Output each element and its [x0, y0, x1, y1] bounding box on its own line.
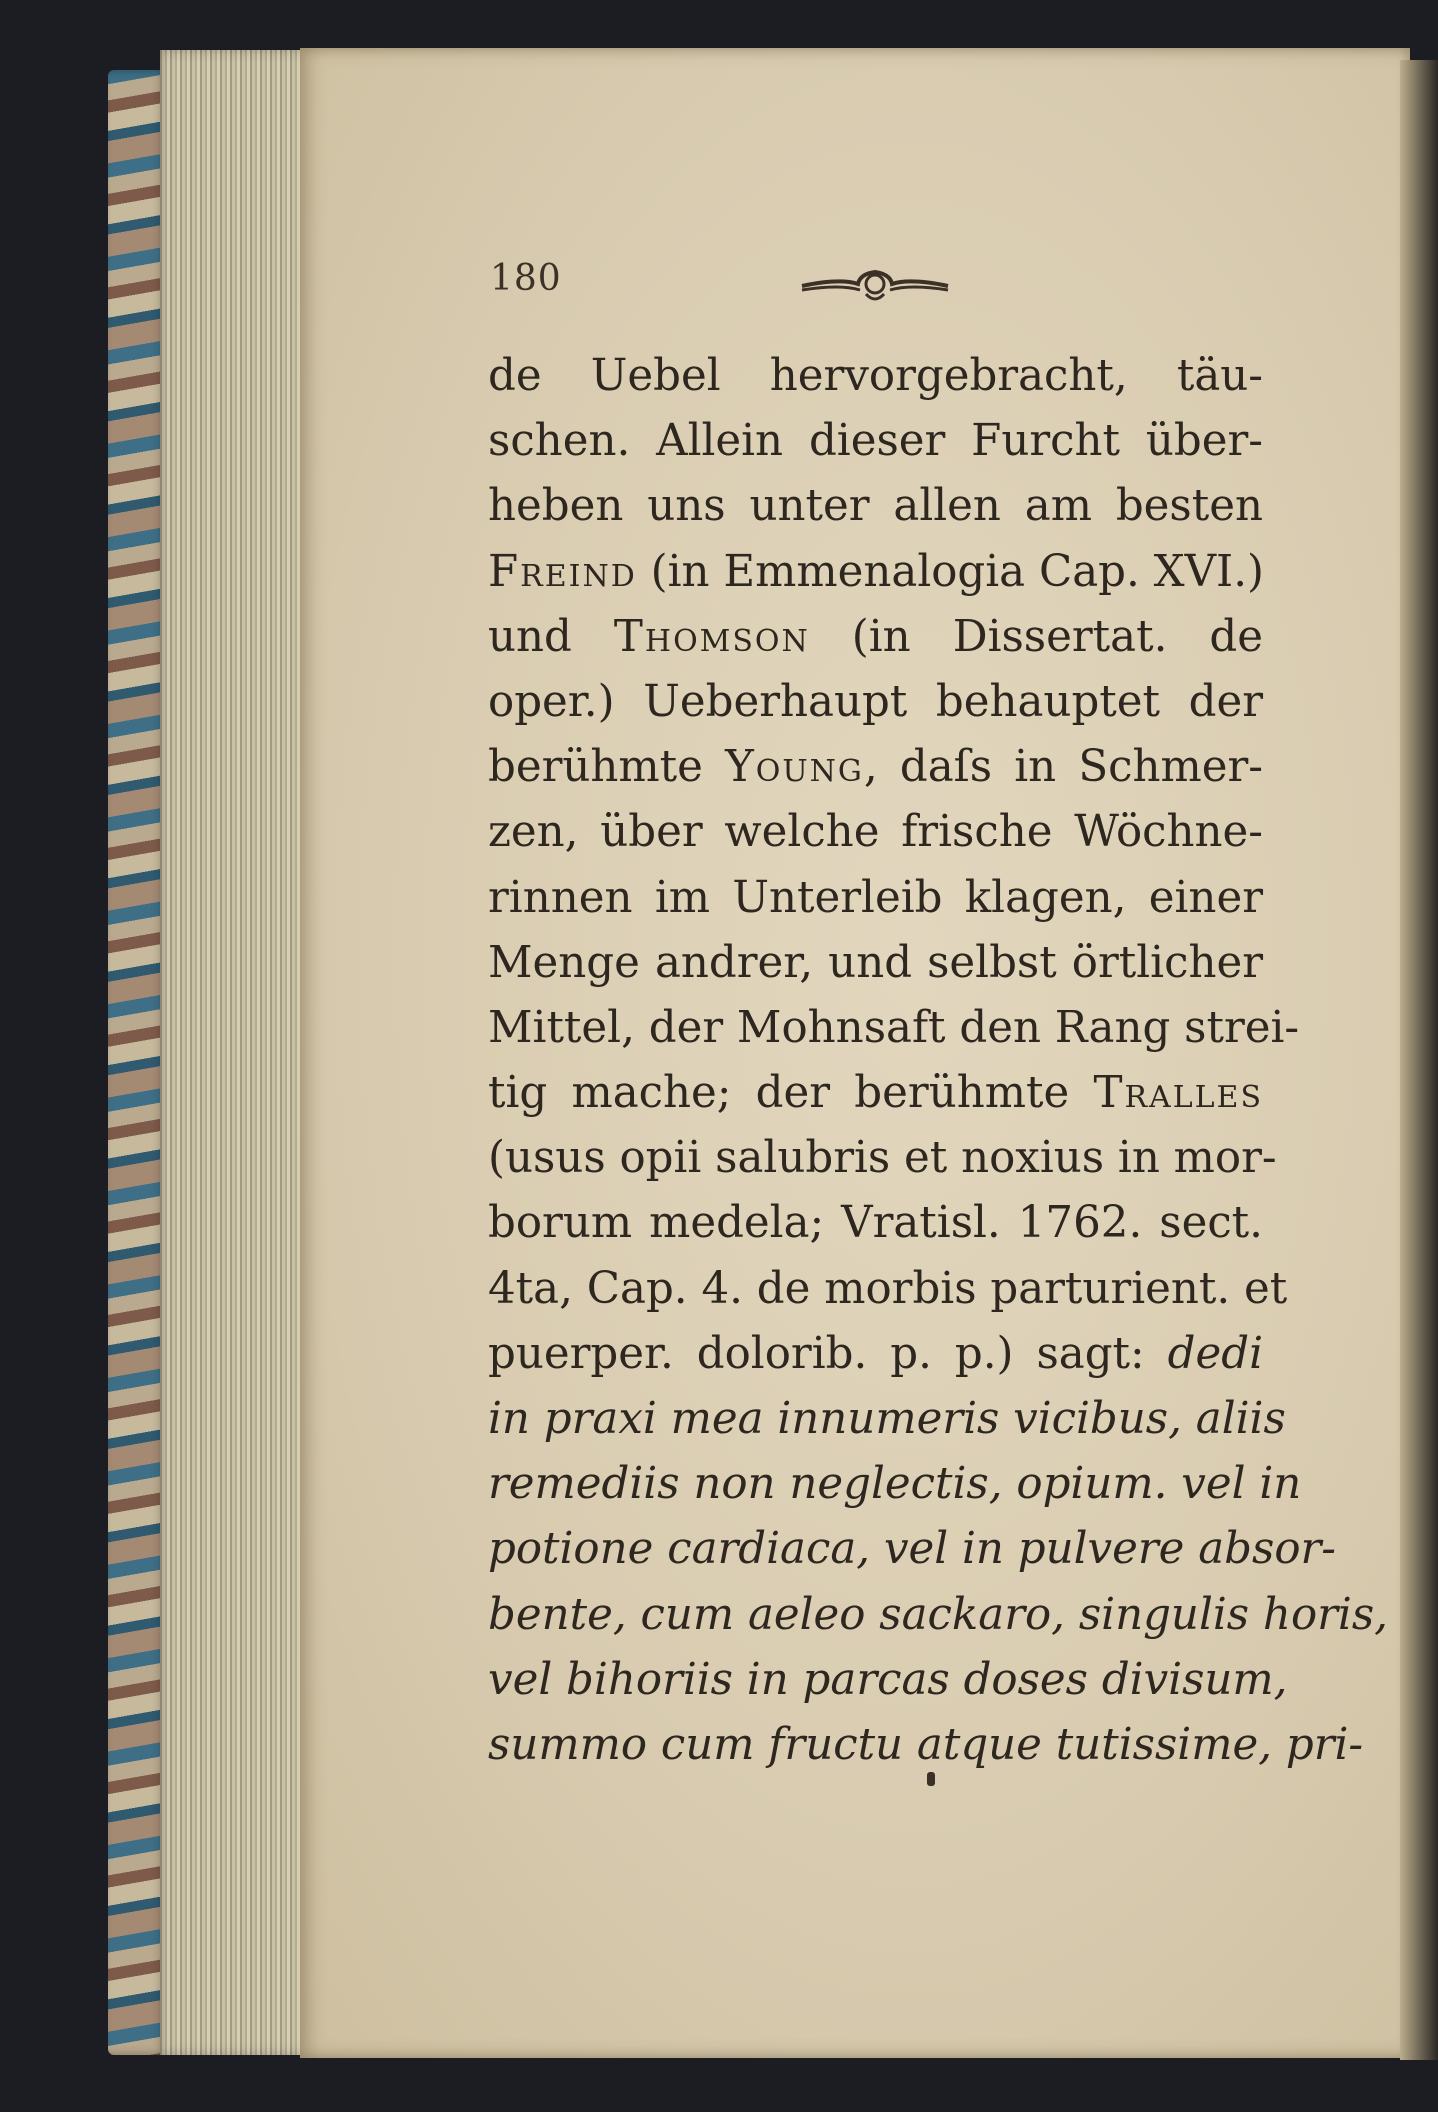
text-line: puerper. dolorib. p. p.) sagt: dedi: [488, 1328, 1263, 1379]
text-line-italic: summo cum fructu atque tutissime, pri-: [488, 1719, 1364, 1770]
page-gutter-shadow: [1400, 60, 1438, 2060]
text-line: zen, über welche frische Wöchne-: [488, 807, 1263, 858]
author-name: Tralles: [1093, 1068, 1263, 1119]
text-line-italic: bente, cum aeleo sackaro, singulis horis,: [488, 1589, 1388, 1640]
book-edge-marbled: [108, 70, 168, 2055]
page-edges: [160, 50, 310, 2055]
text-line: tig mache; der berühmte Tralles: [488, 1068, 1263, 1119]
text-line: Freind (in Emmenalogia Cap. XVI.): [488, 546, 1265, 597]
text-line: Mittel, der Mohnsaft den Rang strei-: [488, 1002, 1300, 1053]
author-name: Freind: [488, 546, 637, 597]
text-line: und Thomson (in Dissertat. de: [488, 611, 1263, 662]
text-line: oper.) Ueberhaupt behauptet der: [488, 676, 1263, 727]
ornament-icon: [800, 260, 950, 304]
text-line: de Uebel hervorgebracht, täu-: [488, 351, 1263, 401]
text-line: schen. Allein dieser Furcht über-: [488, 416, 1263, 467]
text-line: borum medela; Vratisl. 1762. sect.: [488, 1198, 1263, 1249]
text-line: (usus opii salubris et noxius in mor-: [488, 1133, 1277, 1184]
text-line: rinnen im Unterleib klagen, einer: [488, 872, 1263, 923]
text-line-italic: vel bihoriis in parcas doses divisum,: [488, 1654, 1288, 1705]
text-line: Menge andrer, und selbst örtlicher: [488, 937, 1263, 988]
text-line-italic: remediis non neglectis, opium. vel in: [488, 1459, 1302, 1510]
text-line: 4ta, Cap. 4. de morbis parturient. et: [488, 1263, 1288, 1314]
text-line-italic: potione cardiaca, vel in pulvere absor-: [488, 1524, 1336, 1575]
latin-quote: dedi: [1167, 1328, 1263, 1379]
author-name: Thomson: [613, 611, 810, 662]
text-line: berühmte Young, daſs in Schmer-: [488, 742, 1263, 793]
page-header: [490, 258, 1260, 318]
text-line-italic: in praxi mea innumeris vicibus, aliis: [488, 1394, 1286, 1444]
ink-mark: [927, 1772, 935, 1786]
body-text: [488, 344, 1388, 1778]
text-line: heben uns unter allen am besten: [488, 481, 1263, 532]
page-number: 180: [490, 258, 562, 299]
author-name: Young: [725, 742, 864, 793]
